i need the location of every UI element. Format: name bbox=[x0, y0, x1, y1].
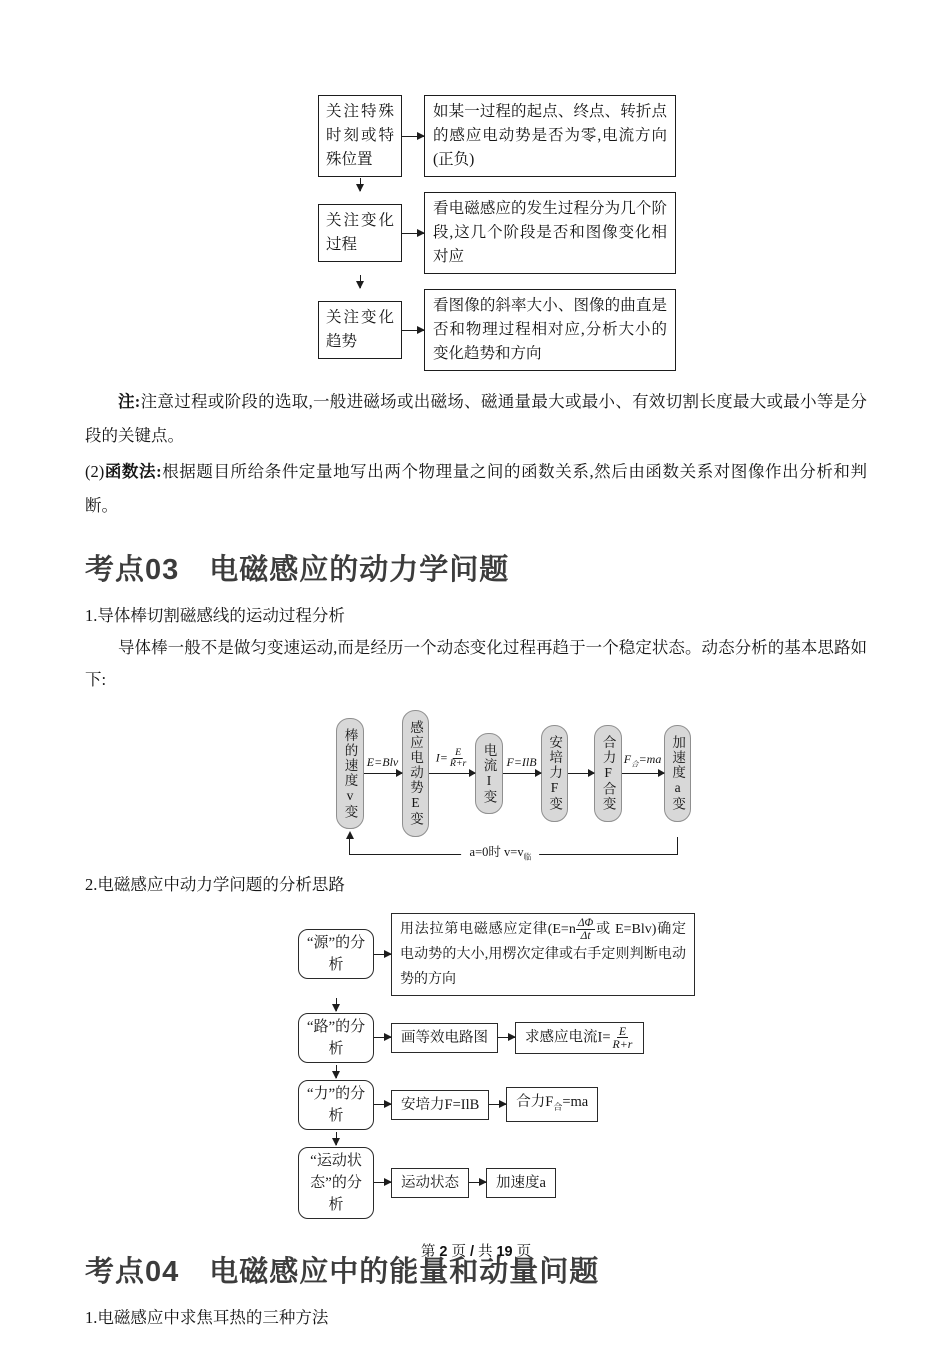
arrow-right-icon bbox=[568, 773, 594, 774]
feedback-loop-arrow-icon bbox=[349, 837, 678, 862]
footer-label: 页 bbox=[516, 1244, 532, 1260]
node-net-force: 合力F合变 bbox=[594, 725, 622, 822]
arrow-down-icon bbox=[360, 275, 361, 288]
arrow-right-icon bbox=[503, 754, 541, 774]
section-tag: 考点03 bbox=[85, 554, 180, 586]
footer-label: 共 bbox=[477, 1244, 493, 1260]
arrow-label-emf: E=Blv bbox=[366, 754, 399, 769]
node-ampere-force-formula: 安培力F=IlB bbox=[391, 1090, 489, 1120]
arrow-down-icon bbox=[360, 178, 361, 191]
flowchart-row bbox=[298, 1080, 698, 1130]
node-induced-current: 求感应电流I= $\frac{E}{R+r}$ bbox=[515, 1022, 644, 1054]
flowchart-row bbox=[298, 913, 698, 996]
section-title: 电磁感应中的能量和动量问题 bbox=[209, 1255, 600, 1288]
method-number: (2) bbox=[85, 462, 105, 481]
note-text: 注意过程或阶段的选取,一般进磁场或出磁场、磁通量最大或最小、有效切割长度最大或最小等是分段的关键点。 bbox=[85, 392, 867, 445]
section-title: 电磁感应的动力学问题 bbox=[209, 554, 510, 586]
node-faraday-law-detail: 用法拉第电磁感应定律(E=n $\frac{\Delta\Phi}{\Delta t}$ 或 E=Blv)确定电动势的大小,用楞次定律或右手定则判断电动势的方向 bbox=[391, 913, 695, 996]
analysis-approach-flowchart bbox=[298, 913, 698, 1219]
node-acceleration: 加速度a变 bbox=[664, 725, 692, 822]
node-ampere-force: 安培力F变 bbox=[541, 725, 569, 822]
node-induced-emf: 感应电动势E变 bbox=[402, 710, 430, 837]
arrow-down-icon bbox=[336, 1132, 337, 1145]
list-item-2-title: 2.电磁感应中动力学问题的分析思路 bbox=[85, 874, 345, 894]
arrow-right-icon bbox=[402, 330, 424, 331]
node-net-force-formula: 合力$F_合=ma$ bbox=[506, 1087, 598, 1122]
node-motion-state-analysis: “运动状态”的分析 bbox=[298, 1147, 374, 1219]
arrow-label-ampere-force: F=IlB bbox=[506, 754, 537, 769]
node-rod-speed: 棒的速度v变 bbox=[336, 718, 364, 830]
arrow-right-icon bbox=[402, 233, 424, 234]
node-acceleration-result: 加速度a bbox=[486, 1168, 556, 1198]
node-force-analysis: “力”的分析 bbox=[298, 1080, 374, 1130]
note-paragraph bbox=[85, 385, 867, 453]
dynamic-analysis-flowchart bbox=[336, 710, 691, 862]
section-tag: 考点04 bbox=[85, 1255, 180, 1288]
arrow-right-icon bbox=[469, 1182, 486, 1183]
method-text: 根据题目所给条件定量地写出两个物理量之间的函数关系,然后由函数关系对图像作出分析和判断。 bbox=[85, 462, 868, 515]
arrow-right-icon bbox=[498, 1037, 515, 1038]
arrow-right-icon bbox=[374, 1037, 391, 1038]
fraction: $\frac{\Delta\Phi}{\Delta t}$ bbox=[577, 916, 594, 942]
section-heading-03 bbox=[85, 547, 867, 588]
flowchart-node-change-process: 关注变化过程 bbox=[318, 204, 402, 262]
arrow-right-icon bbox=[374, 1104, 391, 1105]
page-footer bbox=[0, 1240, 952, 1261]
fraction: $\frac{E}{R+r}$ bbox=[449, 747, 467, 770]
node-equivalent-circuit: 画等效电路图 bbox=[391, 1023, 498, 1053]
flowchart-row bbox=[298, 1147, 698, 1219]
node-source-analysis: “源”的分析 bbox=[298, 929, 374, 979]
footer-label: 页 bbox=[451, 1244, 466, 1260]
arrow-right-icon bbox=[429, 747, 475, 774]
flowchart-node-change-trend: 关注变化趋势 bbox=[318, 301, 402, 359]
arrow-right-icon bbox=[364, 754, 402, 774]
list-item-joule-heat-title: 1.电磁感应中求焦耳热的三种方法 bbox=[85, 1307, 329, 1327]
graph-method-flowchart bbox=[318, 95, 700, 371]
fraction: $\frac{E}{R+r}$ bbox=[612, 1023, 633, 1052]
flowchart-row bbox=[298, 1013, 698, 1063]
arrow-right-icon bbox=[489, 1104, 506, 1105]
arrow-right-icon bbox=[402, 136, 424, 137]
node-circuit-analysis: “路”的分析 bbox=[298, 1013, 374, 1063]
node-motion-state: 运动状态 bbox=[391, 1168, 469, 1198]
node-current: 电流I变 bbox=[475, 733, 503, 815]
loop-condition-label: a=0时 $v=v_临$ bbox=[462, 842, 540, 863]
current-page-number: 2 bbox=[439, 1244, 448, 1260]
arrow-label-current: I= $\frac{E}{R+r}$ bbox=[435, 747, 467, 770]
arrow-down-icon bbox=[336, 998, 337, 1011]
flowchart-node-change-trend-detail: 看图像的斜率大小、图像的曲直是否和物理过程相对应,分析大小的变化趋势和方向 bbox=[424, 289, 676, 371]
function-method-paragraph bbox=[85, 455, 867, 523]
method-label: 函数法: bbox=[104, 462, 162, 481]
flowchart-chain bbox=[336, 710, 691, 837]
arrow-right-icon bbox=[622, 752, 664, 774]
flowchart-row bbox=[318, 192, 700, 274]
flowchart-node-special-moments-detail: 如某一过程的起点、终点、转折点的感应电动势是否为零,电流方向(正负) bbox=[424, 95, 676, 177]
list-item-1-body: 导体棒一般不是做匀变速运动,而是经历一个动态变化过程再趋于一个稳定状态。动态分析的基本思路如下: bbox=[85, 638, 867, 689]
arrow-label-newton: $F_合=ma$ bbox=[623, 752, 662, 769]
flowchart-node-special-moments: 关注特殊时刻或特殊位置 bbox=[318, 95, 402, 177]
footer-prefix: 第 bbox=[420, 1244, 436, 1260]
arrow-right-icon bbox=[374, 954, 391, 955]
flowchart-row bbox=[318, 95, 700, 177]
list-item-1-title: 1.导体棒切割磁感线的运动过程分析 bbox=[85, 606, 345, 625]
arrow-right-icon bbox=[374, 1182, 391, 1183]
arrow-down-icon bbox=[336, 1065, 337, 1078]
flowchart-node-change-process-detail: 看电磁感应的发生过程分为几个阶段,这几个阶段是否和图像变化相对应 bbox=[424, 192, 676, 274]
total-page-number: 19 bbox=[496, 1244, 513, 1260]
footer-slash: / bbox=[469, 1244, 474, 1260]
flowchart-row bbox=[318, 289, 700, 371]
note-label: 注: bbox=[118, 392, 141, 411]
